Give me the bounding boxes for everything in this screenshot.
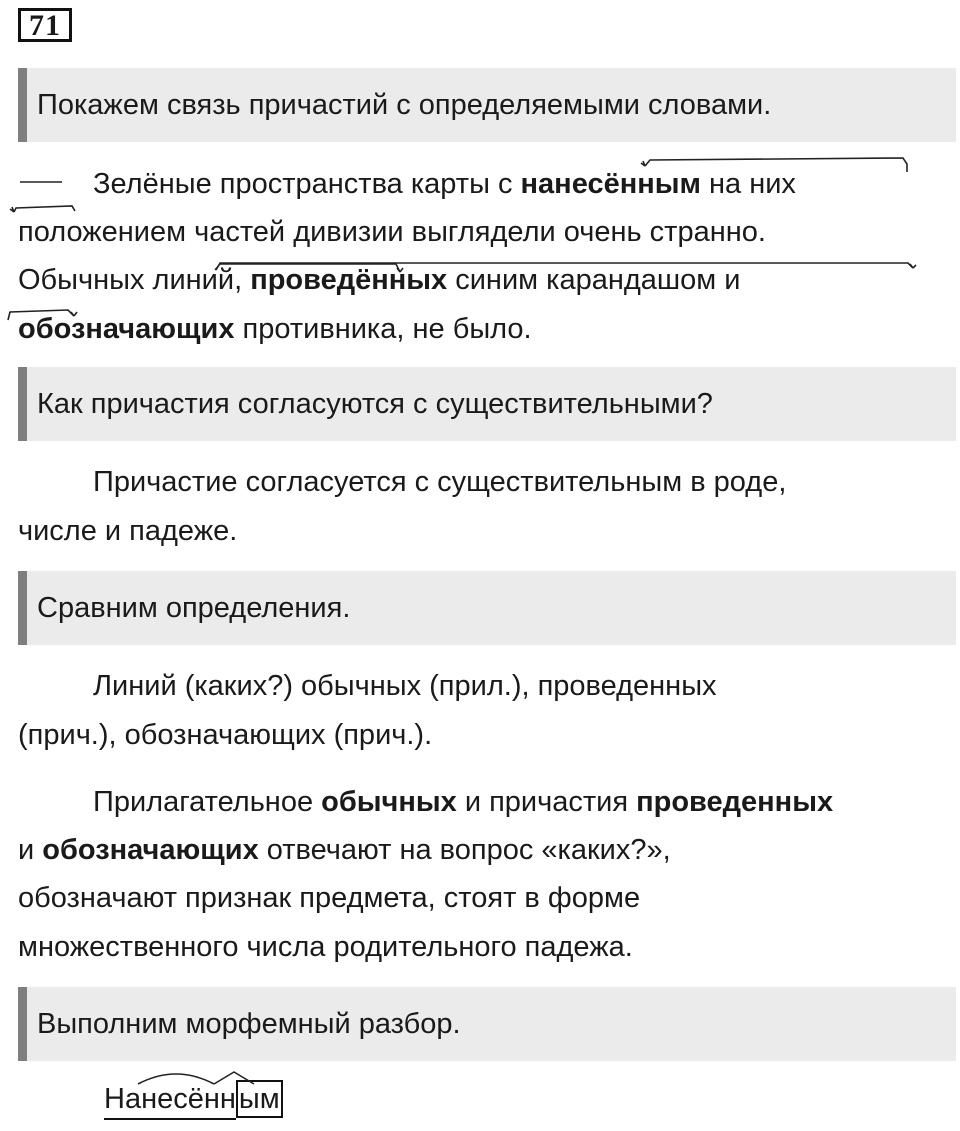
morpheme-parse-word — [104, 1080, 283, 1120]
text-line: Прилагательное обычных и причастия проведенных — [93, 786, 834, 818]
participle-provedennykh: проведённых — [250, 264, 448, 296]
text-line: числе и падеже. — [18, 515, 238, 547]
section-header-morpheme — [18, 987, 956, 1061]
arc-arrowhead — [910, 264, 916, 268]
section-header-agreement — [18, 367, 956, 441]
header-text: Покажем связь причастий с определяемыми словами. — [37, 88, 772, 121]
text-line: Причастие согласуется с существительным в роде, — [93, 466, 787, 498]
arc-polozheniem — [14, 206, 75, 212]
text-line: (прич.), обозначающих (прич.). — [18, 719, 433, 751]
text-line: множественного числа родительного падежа. — [18, 931, 633, 963]
section-header-compare — [18, 571, 956, 645]
text-line: положением частей дивизии выглядели очень странно. — [18, 216, 766, 248]
arc-arrowhead — [641, 161, 645, 166]
text-line: Линий (каких?) обычных (прил.), проведенных — [93, 670, 717, 702]
header-text: Выполним морфемный разбор. — [37, 1007, 461, 1040]
section-header-connection — [18, 68, 956, 142]
task-number: 71 — [18, 8, 72, 42]
text-line: обозначающих противника, не было. — [18, 313, 532, 345]
header-text: Как причастия согласуются с существительными? — [37, 387, 713, 420]
text-line: обозначают признак предмета, стоят в форме — [18, 882, 641, 914]
header-text: Сравним определения. — [37, 591, 351, 624]
text-line: Обычных линий, проведённых синим карандашом и — [18, 264, 741, 296]
text-line: и обозначающих отвечают на вопрос «каких?», — [18, 834, 671, 866]
arc-arrowhead — [10, 207, 14, 212]
participle-oboznachayushchikh: обозначающих — [18, 313, 235, 345]
text-line: Зелёные пространства карты с нанесённым на них — [93, 168, 796, 200]
participle-naneseonnym: нанесённым — [520, 168, 701, 200]
morpheme-stem: Нанесённ — [104, 1080, 236, 1120]
morpheme-ending: ым — [236, 1080, 283, 1118]
